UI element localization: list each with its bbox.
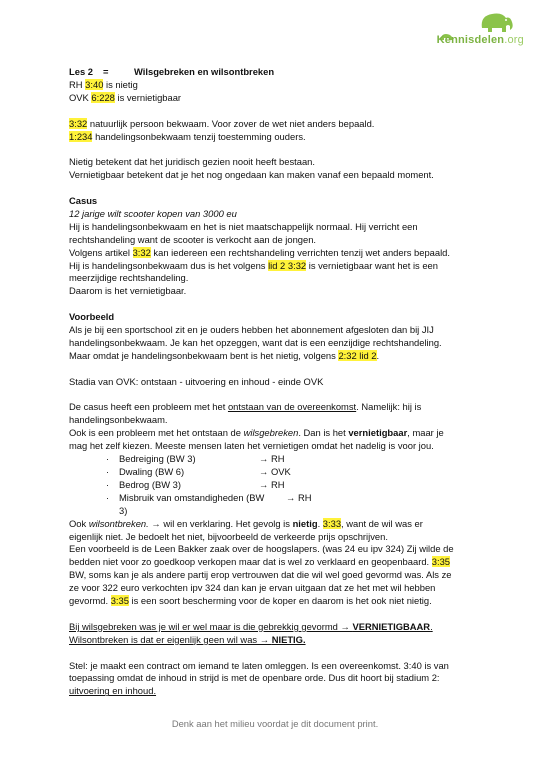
article-ref: 3:40 (85, 78, 104, 90)
wilsontbreken-line: Ook wilsontbreken. → wil en verklaring. Het gevolg is nietig. 3:33, want de wil was er (69, 517, 423, 529)
casus-line: Volgens artikel 3:32 kan iedereen een rechtshandeling verrichten tenzij wet anders bepaald. (69, 246, 450, 258)
voorbeeld-title: Voorbeeld (69, 311, 115, 323)
elephant-icon (476, 8, 516, 34)
bullet-icon: · (105, 453, 109, 465)
heading-separator: = (103, 66, 109, 77)
definition-vernietigbaar: Vernietigbaar betekent dat je het nog ongedaan kan maken vanaf een bepaald moment. (69, 169, 434, 181)
article-ref: 3:35 (110, 595, 129, 607)
stel-line: toepassing omdat de inhoud in strijd is met de openbare orde. Dus dit hoort bij stadium 2: (69, 672, 440, 684)
article-ref: 6:228 (91, 91, 115, 103)
wilsontbreken-line: eigenlijk niet. Je bedoelt het niet, bijvoorbeeld de verkeerde prijs opschrijven. (69, 530, 388, 542)
stel-line: Stel: je maakt een contract om iemand te laten omleggen. Is een overeenkomst. 3:40 is van (69, 659, 449, 671)
wilsontbreken-line: gevormd. 3:35 is een soort bescherming voor de koper en daarom is het ook niet nietig. (69, 595, 432, 607)
wilsontbreken-line: bedden niet voor zo goedkoop verkopen maar dat is wel zo verklaard en geopenbaard. 3:35 (69, 556, 450, 568)
kennisdelen-logo[interactable] (414, 14, 524, 48)
wilsontbreken-line: Een voorbeeld is de Leen Bakker zaak over de hoogslapers. (was 24 eu ipv 324) Zij wilde de (69, 543, 454, 555)
probleem-line: mag het zelf kiezen. Meeste mensen laten het vernietigen omdat het nadelig is voor jou. (69, 440, 434, 452)
article-ref: 3:32 (69, 117, 88, 129)
list-item: · Misbruik van omstandigheden (BW 3) → RH (69, 492, 489, 518)
casus-line: meerzijdige rechtshandeling. (69, 272, 189, 284)
list-item: · Bedrog (BW 3) → RH (69, 479, 489, 492)
casus-line: Hij is handelingsonbekwaam en het is niet maatschappelijk normaal. Hij verricht een (69, 220, 418, 232)
logo-name: Kennisdelen (436, 34, 505, 46)
bullet-icon: · (105, 466, 109, 477)
list-item: · Dwaling (BW 6) → OVK (69, 466, 489, 479)
casus-line: rechtshandeling want de scooter is verkocht aan de jongen. (69, 233, 317, 245)
article-ref: 3:35 (431, 556, 450, 568)
rh-line: RH 3:40 is nietig (69, 78, 138, 90)
footer-note: Denk aan het milieu voordat je dit document print. (171, 718, 379, 729)
definition-nietig: Nietig betekent dat het juridisch gezien nooit heeft bestaan. (69, 156, 315, 168)
article-ref: 3:32 (132, 246, 151, 258)
article-ref: 1:234 (69, 130, 93, 142)
bullet-icon: · (105, 491, 109, 503)
voorbeeld-line: Als je bij een sportschool zit en je ouders hebben het abonnement afgesloten dan bij JIJ (69, 324, 434, 336)
casus-subtitle: 12 jarige wilt scooter kopen van 3000 eu (69, 207, 237, 219)
logo-tld: .org (504, 34, 524, 46)
summary-wilsgebreken: Bij wilsgebreken was je wil er wel maar is die gebrekkig gevormd → VERNIETIGBAAR. (69, 620, 433, 632)
bullet-icon: · (105, 478, 109, 490)
voorbeeld-line: Maar omdat je handelingsonbekwaam bent is het nietig, volgens 2:32 lid 2. (69, 349, 380, 361)
article-ref: 2:32 lid 2 (338, 349, 377, 361)
list-item: · Bedreiging (BW 3) → RH (69, 453, 489, 466)
document-body (69, 66, 489, 698)
casus-title: Casus (69, 195, 98, 207)
article-ref: lid 2 3:32 (268, 259, 307, 271)
voorbeeld-line: handelingsonbekwaam. Je kan het opzeggen, want dat is een eenzijdige rechtshandeling. (69, 336, 442, 348)
lesson-heading (69, 66, 489, 79)
stadia-line: Stadia van OVK: ontstaan - uitvoering en inhoud - einde OVK (69, 375, 324, 387)
wilsgebreken-list (69, 453, 489, 518)
stel-line: uitvoering en inhoud. (69, 685, 157, 697)
ovk-line: OVK 6:228 is vernietigbaar (69, 91, 182, 103)
art-1234-line: 1:234 handelingsonbekwaam tenzij toestemming ouders. (69, 130, 306, 142)
probleem-line: Ook is een probleem met het ontstaan de wilsgebreken. Dan is het vernietigbaar, maar je (69, 427, 444, 439)
art-332-line: 3:32 natuurlijk persoon bekwaam. Voor zover de wet niet anders bepaald. (69, 117, 375, 129)
probleem-line: handelingsonbekwaam. (69, 414, 168, 426)
summary-wilsontbreken: Wilsontbreken is dat er eigenlijk geen wil was → NIETIG. (69, 633, 306, 645)
probleem-line: De casus heeft een probleem met het ontstaan van de overeenkomst. Namelijk: hij is (69, 401, 422, 413)
article-ref: 3:33 (322, 517, 342, 529)
wilsontbreken-line: BW, soms kan je als andere partij erop vertrouwen dat die wil wel goed gevormd was. Als ze (69, 569, 452, 581)
lesson-number: Les 2 (69, 66, 93, 77)
lesson-topic: Wilsgebreken en wilsontbreken (134, 66, 275, 77)
wilsontbreken-line: ze voor 322 euro verkochten ipv 324 dan kan je ervan uitgaan dat ze het met wil hebben (69, 582, 436, 594)
casus-line: Daarom is het vernietigbaar. (69, 285, 187, 297)
casus-line: Hij is handelingsonbekwaam dus is het volgens lid 2 3:32 is vernietigbaar want het is een (69, 259, 438, 271)
